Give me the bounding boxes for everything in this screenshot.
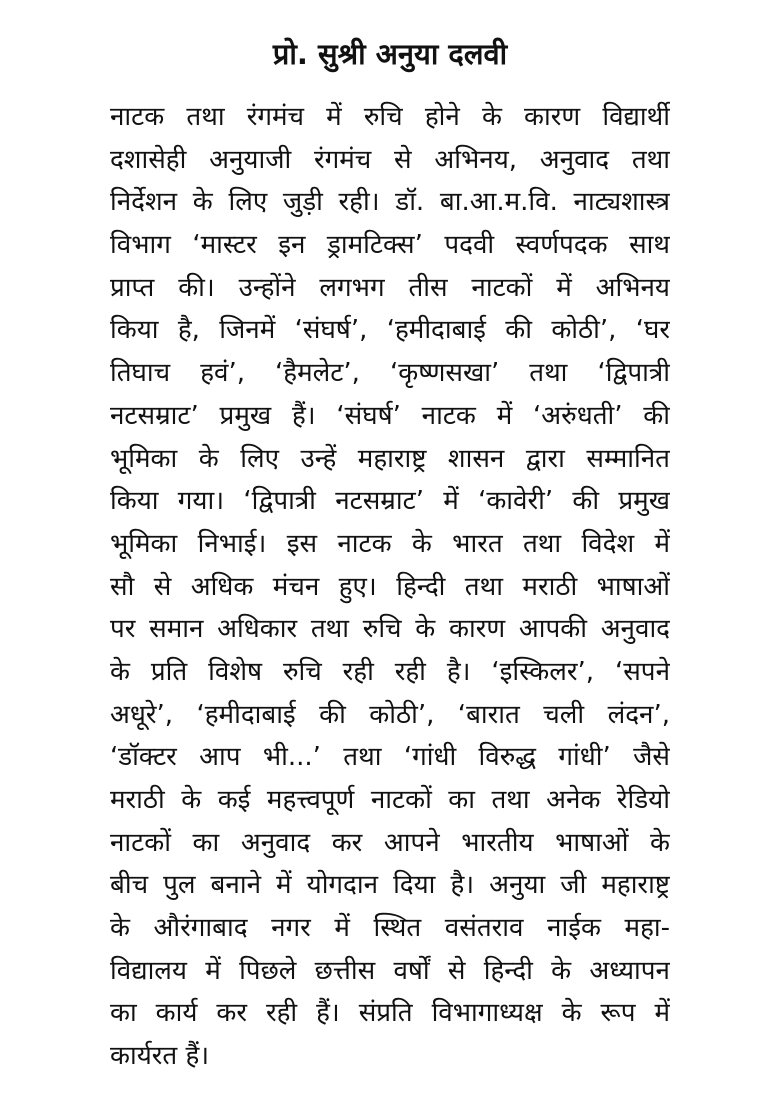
text-line: भूमिका के लिए उन्हें महाराष्ट्र शासन द्वारा सम्मानित — [110, 443, 670, 474]
text-line: प्राप्त की। उन्होंने लगभग तीस नाटकों में अभिनय — [110, 272, 670, 303]
text-line: निर्देशन के लिए जुड़ी रही। डॉ. बा.आ.म.वि. नाट्यशास्त्र — [110, 187, 670, 218]
text-line: का कार्य कर रही हैं। संप्रति विभागाध्यक्ष के रूप में — [110, 998, 670, 1029]
text-line: पर समान अधिकार तथा रुचि के कारण आपकी अनुवाद — [110, 614, 670, 645]
text-line: किया गया। ‘द्विपात्री नटसम्राट’ में ‘कावेरी’ की प्रमुख — [110, 486, 670, 517]
page-title: प्रो. सुश्री अनुया दलवी — [272, 37, 508, 71]
text-line: विद्यालय में पिछले छत्तीस वर्षों से हिन्दी के अध्यापन — [110, 955, 670, 986]
text-line: मराठी के कई महत्त्वपूर्ण नाटकों का तथा अनेक रेडियो — [110, 785, 670, 815]
text-line: सौ से अधिक मंचन हुए। हिन्दी तथा मराठी भाषाओं — [110, 571, 670, 602]
text-line: के औरंगाबाद नगर में स्थित वसंतराव नाईक महा- — [110, 913, 670, 944]
text-line: किया है, जिनमें ‘संघर्ष’, ‘हमीदाबाई की कोठी’, ‘घर — [110, 315, 670, 346]
text-line: नाटकों का अनुवाद कर आपने भारतीय भाषाओं के — [110, 827, 670, 858]
text-line: भूमिका निभाई। इस नाटक के भारत तथा विदेश में — [110, 528, 670, 559]
text-line: कार्यरत हैं। — [110, 1041, 210, 1072]
text-line: विभाग ‘मास्टर इन ड्रामटिक्स’ पदवी स्वर्णपदक साथ — [110, 230, 670, 261]
biography-paragraph — [110, 96, 670, 1078]
text-line: अधूरे’, ‘हमीदाबाई की कोठी’, ‘बारात चली लंदन’, — [110, 699, 670, 730]
text-line: नटसम्राट’ प्रमुख हैं। ‘संघर्ष’ नाटक में ‘अरुंधती’ की — [110, 400, 670, 431]
text-line: के प्रति विशेष रुचि रही रही है। ‘इस्किलर’, ‘सपने — [110, 656, 670, 687]
text-line: नाटक तथा रंगमंच में रुचि होने के कारण विद्यार्थी — [110, 102, 670, 132]
text-line: दशासेही अनुयाजी रंगमंच से अभिनय, अनुवाद तथा — [110, 144, 670, 175]
text-line: बीच पुल बनाने में योगदान दिया है। अनुया जी महाराष्ट्र — [110, 870, 670, 901]
text-line: तिघाच हवं’, ‘हैमलेट’, ‘कृष्णसखा’ तथा ‘द्विपात्री — [110, 358, 670, 389]
text-line: ‘डॉक्टर आप भी...’ तथा ‘गांधी विरुद्ध गांधी’ जैसे — [110, 742, 670, 773]
